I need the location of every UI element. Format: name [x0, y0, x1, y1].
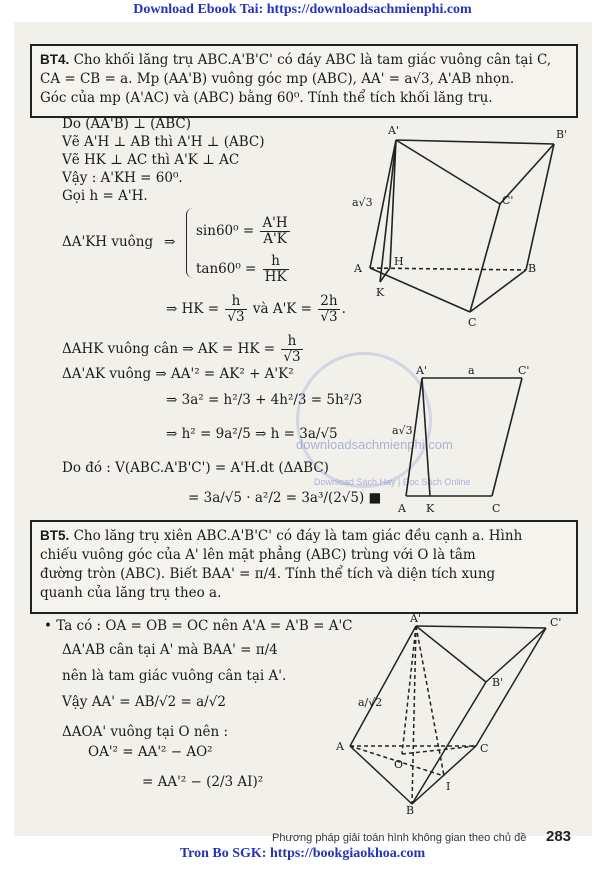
label-a-sqrt3: a√3 — [352, 196, 373, 209]
label-k: K — [376, 286, 385, 299]
exercise-5-line-1: Cho lăng trụ xiên ABC.A'B'C' có đáy là tam giác đều cạnh a. Hình — [73, 528, 523, 544]
footer-text: Phương pháp giải toán hình không gian theo chủ đề — [272, 832, 527, 844]
exercise-5-line-4: quanh của lăng trụ theo a. — [40, 585, 222, 601]
sol4-line-1: Do (AA'B) ⊥ (ABC) — [62, 116, 191, 132]
sol4-line-9: ΔA'AK vuông ⇒ AA'² = AK² + A'K² — [62, 366, 294, 382]
system-brace — [186, 208, 193, 278]
page-number: 283 — [546, 828, 572, 845]
sol4-line-13: = 3a/√5 · a²/2 = 3a³/(2√5) ■ — [188, 490, 382, 506]
label-a-over-sqrt2: a/√2 — [358, 696, 383, 709]
sol5-line-1: • Ta có : OA = OB = OC nên A'A = A'B = A'C — [44, 618, 353, 634]
sol4-line-3: Vẽ HK ⊥ AC thì A'K ⊥ AC — [62, 152, 240, 168]
sol5-line-3: nên là tam giác vuông cân tại A'. — [62, 668, 287, 684]
sol5-line-4: Vậy AA' = AB/√2 = a/√2 — [62, 694, 226, 710]
hk-ak-result: ⇒ HK = $\frac{h}{√3}$ và A'K = $\frac{2h}{√3}$ . — [166, 293, 346, 325]
exercise-4-label: BT4. — [40, 52, 70, 67]
label-i: I — [446, 780, 451, 793]
exercise-5-label: BT5. — [40, 528, 70, 543]
label-o: O — [394, 758, 404, 771]
exercise-4-line-3: Góc của mp (A'AC) và (ABC) bằng 60⁰. Tính thể tích khối lăng trụ. — [40, 90, 493, 106]
sol5-line-6: OA'² = AA'² − AO² — [88, 744, 213, 760]
book-page — [14, 22, 592, 845]
label-a-3: A — [336, 740, 344, 753]
label-h: H — [394, 255, 404, 268]
exercise-5-line-3: đường tròn (ABC). Biết BAA' = π/4. Tính thể tích và diện tích xung — [40, 566, 496, 582]
sol4-line-12: Do đó : V(ABC.A'B'C') = A'H.dt (ΔABC) — [62, 460, 329, 476]
exercise-4-line-2: CA = CB = a. Mp (AA'B) vuông góc mp (ABC), AA' = a√3, A'AB nhọn. — [40, 71, 515, 87]
exercise-4-box — [30, 44, 578, 118]
sol4-line-5: Gọi h = A'H. — [62, 188, 148, 204]
sol5-line-5: ΔAOA' vuông tại O nên : — [62, 724, 229, 740]
label-c-prime-2: C' — [518, 364, 530, 377]
label-b-prime-3: B' — [492, 676, 504, 689]
parallelogram-figure — [392, 362, 532, 522]
label-a-sqrt3-2: a√3 — [392, 424, 413, 437]
label-a-prime: A' — [388, 124, 399, 137]
prism-figure-1 — [350, 120, 570, 330]
label-b: B — [528, 262, 537, 275]
sol4-line-8: ΔAHK vuông cân ⇒ AK = HK = $\frac{h}{√3}$ — [62, 333, 301, 365]
label-c-3: C — [480, 742, 489, 755]
label-c-prime-3: C' — [550, 616, 562, 629]
label-a: A — [354, 262, 362, 275]
label-c-prime: C' — [502, 194, 514, 207]
label-a-2: A — [398, 502, 406, 515]
oblique-prism-figure — [336, 614, 576, 814]
watermark-site: downloadsachmienphi.com — [296, 437, 453, 452]
label-a-prime-2: A' — [416, 364, 427, 377]
footer-sgk-link[interactable]: Tron Bo SGK: https://bookgiaokhoa.com — [179, 846, 426, 861]
label-k-2: K — [426, 502, 435, 515]
label-a-prime-3: A' — [410, 614, 421, 625]
exercise-4-line-1: Cho khối lăng trụ ABC.A'B'C' có đáy ABC là tam giác vuông cân tại C, — [73, 52, 552, 68]
watermark-subtitle: Download Sách Hay | Đọc Sách Online — [314, 477, 471, 487]
sol4-line-4: Vậy : A'KH = 60⁰. — [62, 170, 183, 186]
sol5-line-7: = AA'² − (2/3 AI)² — [142, 774, 264, 790]
label-c: C — [468, 316, 477, 329]
tan-equation: tan60⁰ = $\frac{h}{HK}$ — [196, 253, 287, 285]
exercise-5-line-2: chiếu vuông góc của A' lên mặt phẳng (ABC) trùng với O là tâm — [40, 547, 476, 563]
label-b-3: B — [406, 804, 415, 814]
sol4-akh-label: ΔA'KH vuông — [62, 234, 154, 250]
sin-equation: sin60⁰ = $\frac{A'H}{A'K}$ — [196, 215, 288, 247]
sol4-line-10: ⇒ 3a² = h²/3 + 4h²/3 = 5h²/3 — [166, 392, 363, 408]
label-b-prime: B' — [556, 128, 568, 141]
implies-symbol: ⇒ — [164, 234, 176, 250]
header-download-link[interactable]: Download Ebook Tai: https://downloadsachmienphi.com — [133, 2, 472, 17]
exercise-5-box — [30, 520, 578, 614]
sol4-line-11: ⇒ h² = 9a²/5 ⇒ h = 3a/√5 — [166, 426, 338, 442]
label-a-top: a — [468, 364, 475, 377]
sol4-line-2: Vẽ A'H ⊥ AB thì A'H ⊥ (ABC) — [62, 134, 265, 150]
sol5-line-2: ΔA'AB cân tại A' mà BAA' = π/4 — [62, 642, 278, 658]
label-c-2: C — [492, 502, 501, 515]
